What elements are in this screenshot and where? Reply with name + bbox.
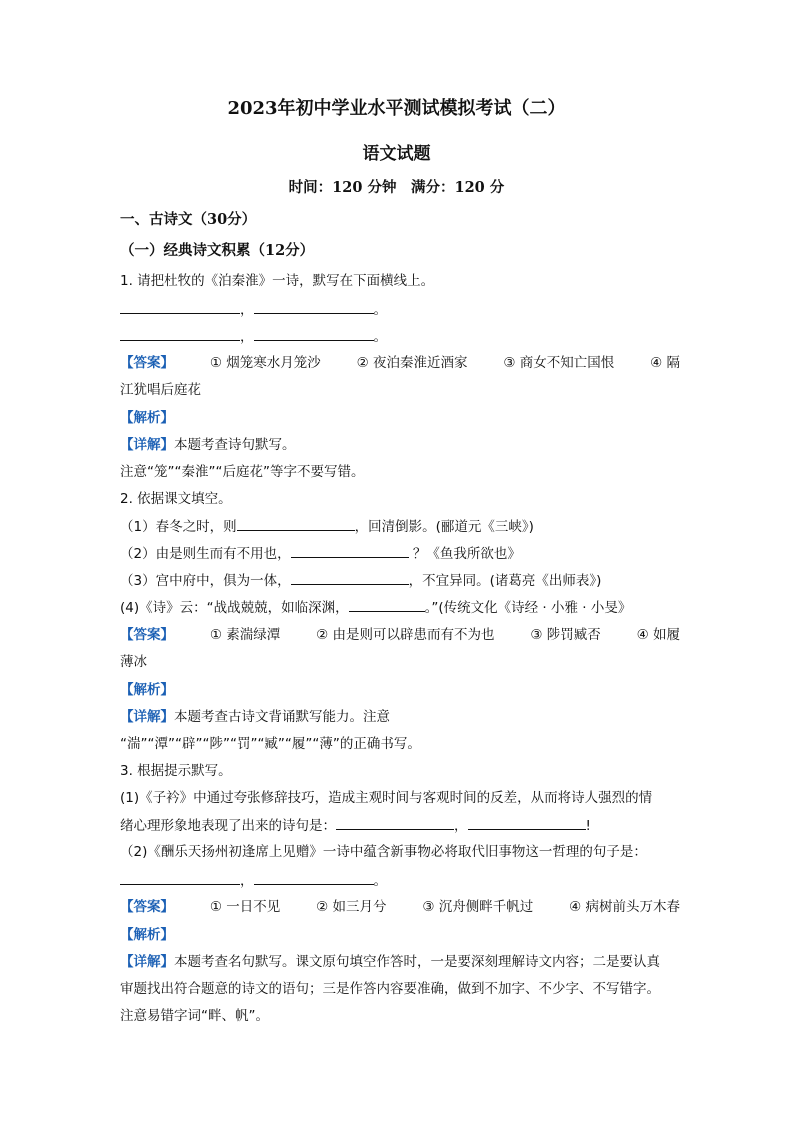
- q1-detail-text: 本题考查诗句默写。: [174, 437, 296, 453]
- q3-s1-prompt: 绪心理形象地表现了出来的诗句是：: [120, 818, 336, 834]
- q3-detail-1: [120, 952, 680, 972]
- q2-detail-text: 本题考查古诗文背诵默写能力。注意: [174, 709, 390, 725]
- q3-detail-text: 本题考查名句默写。课文原句填空作答时，一是要深刻理解诗文内容；二是要认真: [174, 954, 660, 970]
- q3-prompt: 3. 根据提示默写。: [120, 763, 232, 779]
- q2-prompt: 2. 依据课文填空。: [120, 491, 232, 507]
- q3-answer: [120, 897, 680, 917]
- q1-answer-item: ④ 隔: [650, 355, 680, 371]
- q1-answer: [120, 353, 680, 373]
- q2-answer: [120, 625, 680, 645]
- q2-answer-item: ④ 如履: [636, 627, 680, 643]
- q1-answer-cont: 江犹唱后庭花: [120, 382, 201, 398]
- q2-s3-post: ，不宜异同。(诸葛亮《出师表》): [408, 573, 602, 589]
- q2-note: “湍”“潭”“辟”“陟”“罚”“臧”“履”“薄”的正确书写。: [120, 736, 421, 752]
- q3-period: 。: [373, 873, 387, 889]
- q2-s4: [120, 597, 680, 618]
- q3-blank-line: [120, 870, 680, 891]
- q2-s2: [120, 543, 680, 564]
- q1-answer-item: ② 夜泊秦淮近酒家: [356, 355, 468, 371]
- answer-blank[interactable]: [120, 299, 240, 314]
- q2-answer-item: ② 由是则可以辟患而有不为也: [316, 627, 495, 643]
- q2-s4-pre: (4)《诗》云：“战战兢兢，如临深渊，: [120, 600, 349, 616]
- q1-prompt: 1. 请把杜牧的《泊秦淮》一诗，默写在下面横线上。: [120, 273, 435, 289]
- answer-blank[interactable]: [254, 299, 374, 314]
- answer-blank[interactable]: [336, 815, 454, 830]
- q2-s1-post: ，回清倒影。(郦道元《三峡》): [354, 519, 534, 535]
- q3-answer-item: ② 如三月兮: [316, 899, 387, 915]
- answer-blank[interactable]: [291, 543, 409, 558]
- q1-comma: ，: [240, 329, 254, 345]
- exam-subtitle: 语文试题: [362, 144, 431, 164]
- answer-label: 【答案】: [120, 899, 174, 915]
- detail-label: 【详解】: [120, 437, 174, 453]
- q3-s1-end: !: [585, 818, 591, 834]
- q2-s3-pre: （3）宫中府中，俱为一体，: [120, 573, 291, 589]
- q2-s3: [120, 570, 680, 591]
- q3-comma: ，: [240, 873, 254, 889]
- q1-blank-line-1: [120, 299, 680, 320]
- exam-meta: 时间：120 分钟 满分：120 分: [288, 179, 505, 196]
- answer-label: 【答案】: [120, 627, 174, 643]
- q3-comma: ，: [454, 818, 468, 834]
- q3-detail-2: 审题找出符合题意的诗文的语句；三是作答内容要准确，做到不加字、不少字、不写错字。: [120, 981, 660, 997]
- analysis-label: 【解析】: [120, 410, 174, 426]
- q2-s1: [120, 516, 680, 537]
- q3-answer-item: ① 一日不见: [209, 899, 281, 915]
- q1-blank-line-2: [120, 326, 680, 347]
- detail-label: 【详解】: [120, 709, 174, 725]
- q1-answer-item: ① 烟笼寒水月笼沙: [209, 355, 321, 371]
- q3-answer-item: ④ 病树前头万木春: [569, 899, 680, 915]
- answer-blank[interactable]: [349, 597, 425, 612]
- q2-detail: [120, 707, 680, 727]
- q1-answer-item: ③ 商女不知亡国恨: [503, 355, 615, 371]
- q3-s1-line1: (1)《子衿》中通过夸张修辞技巧，造成主观时间与客观时间的反差，从而将诗人强烈的情: [120, 790, 653, 806]
- section-heading-1: 一、古诗文（30分）: [120, 211, 257, 228]
- q3-detail-3: 注意易错字词“畔、帆”。: [120, 1008, 269, 1024]
- q2-answer-item: ① 素湍绿潭: [209, 627, 281, 643]
- q3-answer-item: ③ 沉舟侧畔千帆过: [422, 899, 534, 915]
- answer-blank[interactable]: [254, 326, 374, 341]
- q2-answer-cont: 薄冰: [120, 654, 147, 670]
- q1-period: 。: [373, 329, 387, 345]
- detail-label: 【详解】: [120, 954, 174, 970]
- q3-s2-line1: （2)《酬乐天扬州初逢席上见赠》一诗中蕴含新事物必将取代旧事物这一哲理的句子是：: [120, 844, 647, 860]
- answer-blank[interactable]: [120, 326, 240, 341]
- q2-answer-item: ③ 陟罚臧否: [530, 627, 601, 643]
- q2-s2-post: ？《鱼我所欲也》: [412, 546, 521, 562]
- q2-s2-pre: （2）由是则生而有不用也，: [120, 546, 291, 562]
- section-heading-1-1: （一）经典诗文积累（12分）: [120, 242, 315, 259]
- q1-detail: [120, 435, 680, 455]
- answer-blank[interactable]: [468, 815, 586, 830]
- q3-s1-line2: [120, 815, 680, 836]
- q2-s1-pre: （1）春冬之时，则: [120, 519, 237, 535]
- q1-comma: ，: [240, 302, 254, 318]
- q2-s4-post: 。”(传统文化《诗经 · 小雅 · 小旻》: [424, 600, 632, 616]
- answer-blank[interactable]: [291, 570, 409, 585]
- answer-blank[interactable]: [254, 870, 374, 885]
- answer-label: 【答案】: [120, 355, 174, 371]
- analysis-label: 【解析】: [120, 682, 174, 698]
- exam-title: 2023年初中学业水平测试模拟考试（二）: [227, 98, 566, 119]
- answer-blank[interactable]: [120, 870, 240, 885]
- q1-period: 。: [373, 302, 387, 318]
- q1-note: 注意“笼”“秦淮”“后庭花”等字不要写错。: [120, 464, 365, 480]
- answer-blank[interactable]: [237, 516, 355, 531]
- analysis-label: 【解析】: [120, 927, 174, 943]
